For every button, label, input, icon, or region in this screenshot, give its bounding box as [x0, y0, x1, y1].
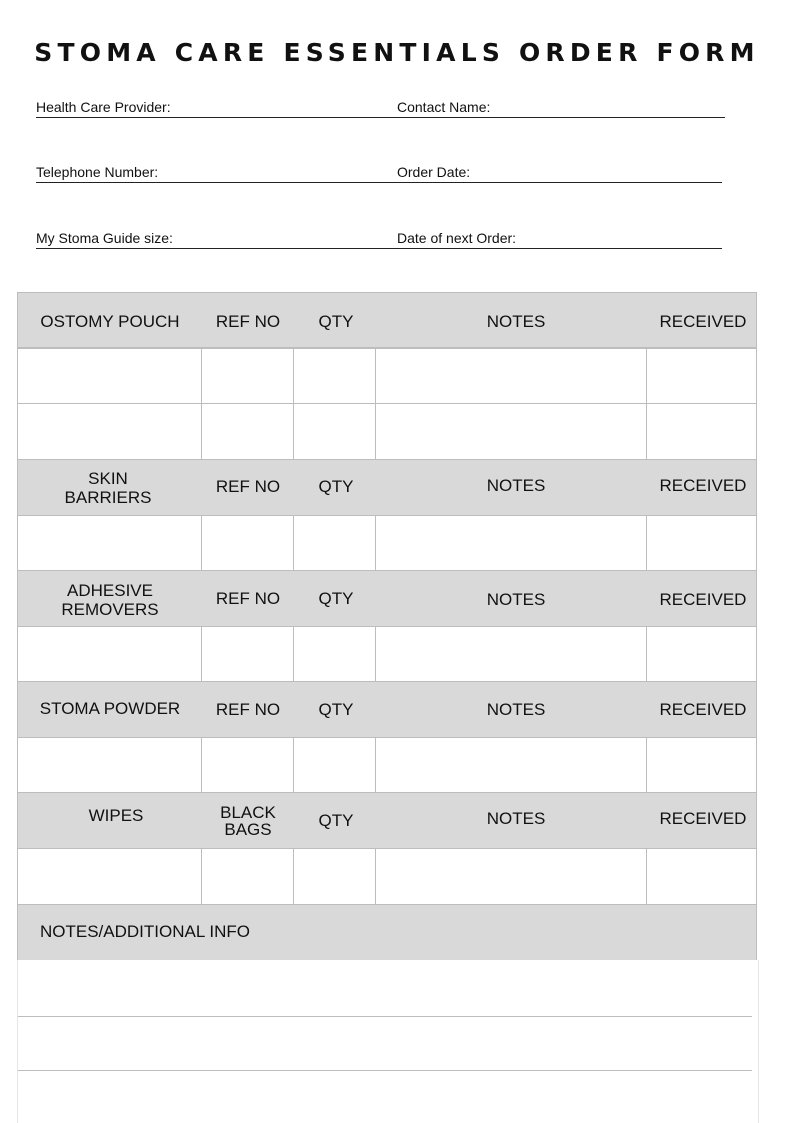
table-row [17, 515, 757, 571]
telephone-number-label: Telephone Number: [36, 164, 159, 180]
item-cell[interactable] [17, 626, 203, 682]
qty-header: QTY [318, 312, 354, 331]
received-cell[interactable] [646, 348, 757, 404]
qty-header: QTY [318, 811, 354, 830]
health-care-provider-field[interactable] [36, 95, 397, 118]
ostomy-pouch-label: OSTOMY POUCH [40, 312, 180, 331]
notes-header: NOTES [486, 700, 546, 719]
adhesive-removers-label [18, 581, 202, 619]
skin-barriers-line-2: BARRIERS [64, 488, 152, 507]
stoma-guide-size-label: My Stoma Guide size: [36, 230, 173, 246]
notes-cell[interactable] [375, 626, 648, 682]
ref-no-cell[interactable] [201, 848, 294, 905]
qty-cell[interactable] [293, 737, 377, 793]
table-row [17, 403, 757, 460]
ref-no-header: REF NO [215, 589, 281, 608]
ref-no-header: REF NO [215, 477, 281, 496]
notes-cell[interactable] [375, 403, 648, 460]
received-header: RECEIVED [659, 590, 747, 609]
notes-header: NOTES [486, 809, 546, 828]
adhesive-removers-line-1: ADHESIVE [67, 581, 153, 600]
ref-no-cell[interactable] [201, 737, 294, 793]
skin-barriers-label [18, 469, 198, 507]
wipes-header [17, 792, 757, 849]
ref-no-header: REF NO [215, 700, 281, 719]
order-date-label: Order Date: [397, 164, 471, 180]
notes-cell[interactable] [375, 848, 648, 905]
qty-cell[interactable] [293, 515, 377, 571]
order-date-field[interactable] [397, 160, 722, 183]
adhesive-removers-header [17, 570, 757, 627]
notes-additional-header [17, 904, 757, 961]
table-row [17, 348, 757, 404]
qty-header: QTY [318, 477, 354, 496]
item-cell[interactable] [17, 348, 203, 404]
qty-cell[interactable] [293, 848, 377, 905]
notes-additional-label: NOTES/ADDITIONAL INFO [40, 922, 251, 941]
notes-header: NOTES [486, 590, 546, 609]
received-header: RECEIVED [659, 809, 747, 828]
received-header: RECEIVED [659, 312, 747, 331]
form-title: STOMA CARE ESSENTIALS ORDER FORM [34, 38, 760, 67]
item-cell[interactable] [17, 403, 203, 460]
table-row [17, 737, 757, 793]
next-order-date-field[interactable] [397, 226, 722, 249]
health-care-provider-label: Health Care Provider: [36, 99, 171, 115]
skin-barriers-header [17, 459, 757, 516]
telephone-number-field[interactable] [36, 160, 397, 183]
notes-cell[interactable] [375, 737, 648, 793]
note-line [18, 1070, 752, 1071]
item-cell[interactable] [17, 848, 203, 905]
stoma-powder-header [17, 681, 757, 738]
item-cell[interactable] [17, 515, 203, 571]
table-row [17, 848, 757, 905]
item-cell[interactable] [17, 737, 203, 793]
adhesive-removers-line-2: REMOVERS [61, 600, 159, 619]
ref-no-cell[interactable] [201, 515, 294, 571]
ref-no-cell[interactable] [201, 348, 294, 404]
received-cell[interactable] [646, 515, 757, 571]
ref-no-header: REF NO [215, 312, 281, 331]
received-cell[interactable] [646, 403, 757, 460]
notes-cell[interactable] [375, 515, 648, 571]
notes-header: NOTES [486, 312, 546, 331]
skin-barriers-line-1: SKIN [88, 469, 128, 488]
ostomy-pouch-header [17, 292, 757, 348]
received-header: RECEIVED [659, 700, 747, 719]
contact-name-label: Contact Name: [397, 99, 491, 115]
notes-cell[interactable] [375, 348, 648, 404]
qty-cell[interactable] [293, 403, 377, 460]
black-bags-label [202, 804, 294, 838]
qty-header: QTY [318, 700, 354, 719]
received-header: RECEIVED [659, 476, 747, 495]
ref-no-cell[interactable] [201, 626, 294, 682]
stoma-guide-size-field[interactable] [36, 226, 397, 249]
qty-cell[interactable] [293, 626, 377, 682]
contact-name-field[interactable] [397, 95, 725, 118]
received-cell[interactable] [646, 737, 757, 793]
ref-no-cell[interactable] [201, 403, 294, 460]
qty-header: QTY [318, 589, 354, 608]
stoma-powder-label: STOMA POWDER [39, 699, 181, 718]
received-cell[interactable] [646, 848, 757, 905]
notes-additional-area[interactable] [17, 960, 759, 1123]
table-row [17, 626, 757, 682]
note-line [18, 1016, 752, 1017]
black-bags-line-2: BAGS [224, 820, 272, 839]
black-bags-line-1: BLACK [220, 803, 276, 822]
received-cell[interactable] [646, 626, 757, 682]
notes-header: NOTES [486, 476, 546, 495]
qty-cell[interactable] [293, 348, 377, 404]
wipes-label: WIPES [88, 806, 144, 825]
next-order-date-label: Date of next Order: [397, 230, 517, 246]
